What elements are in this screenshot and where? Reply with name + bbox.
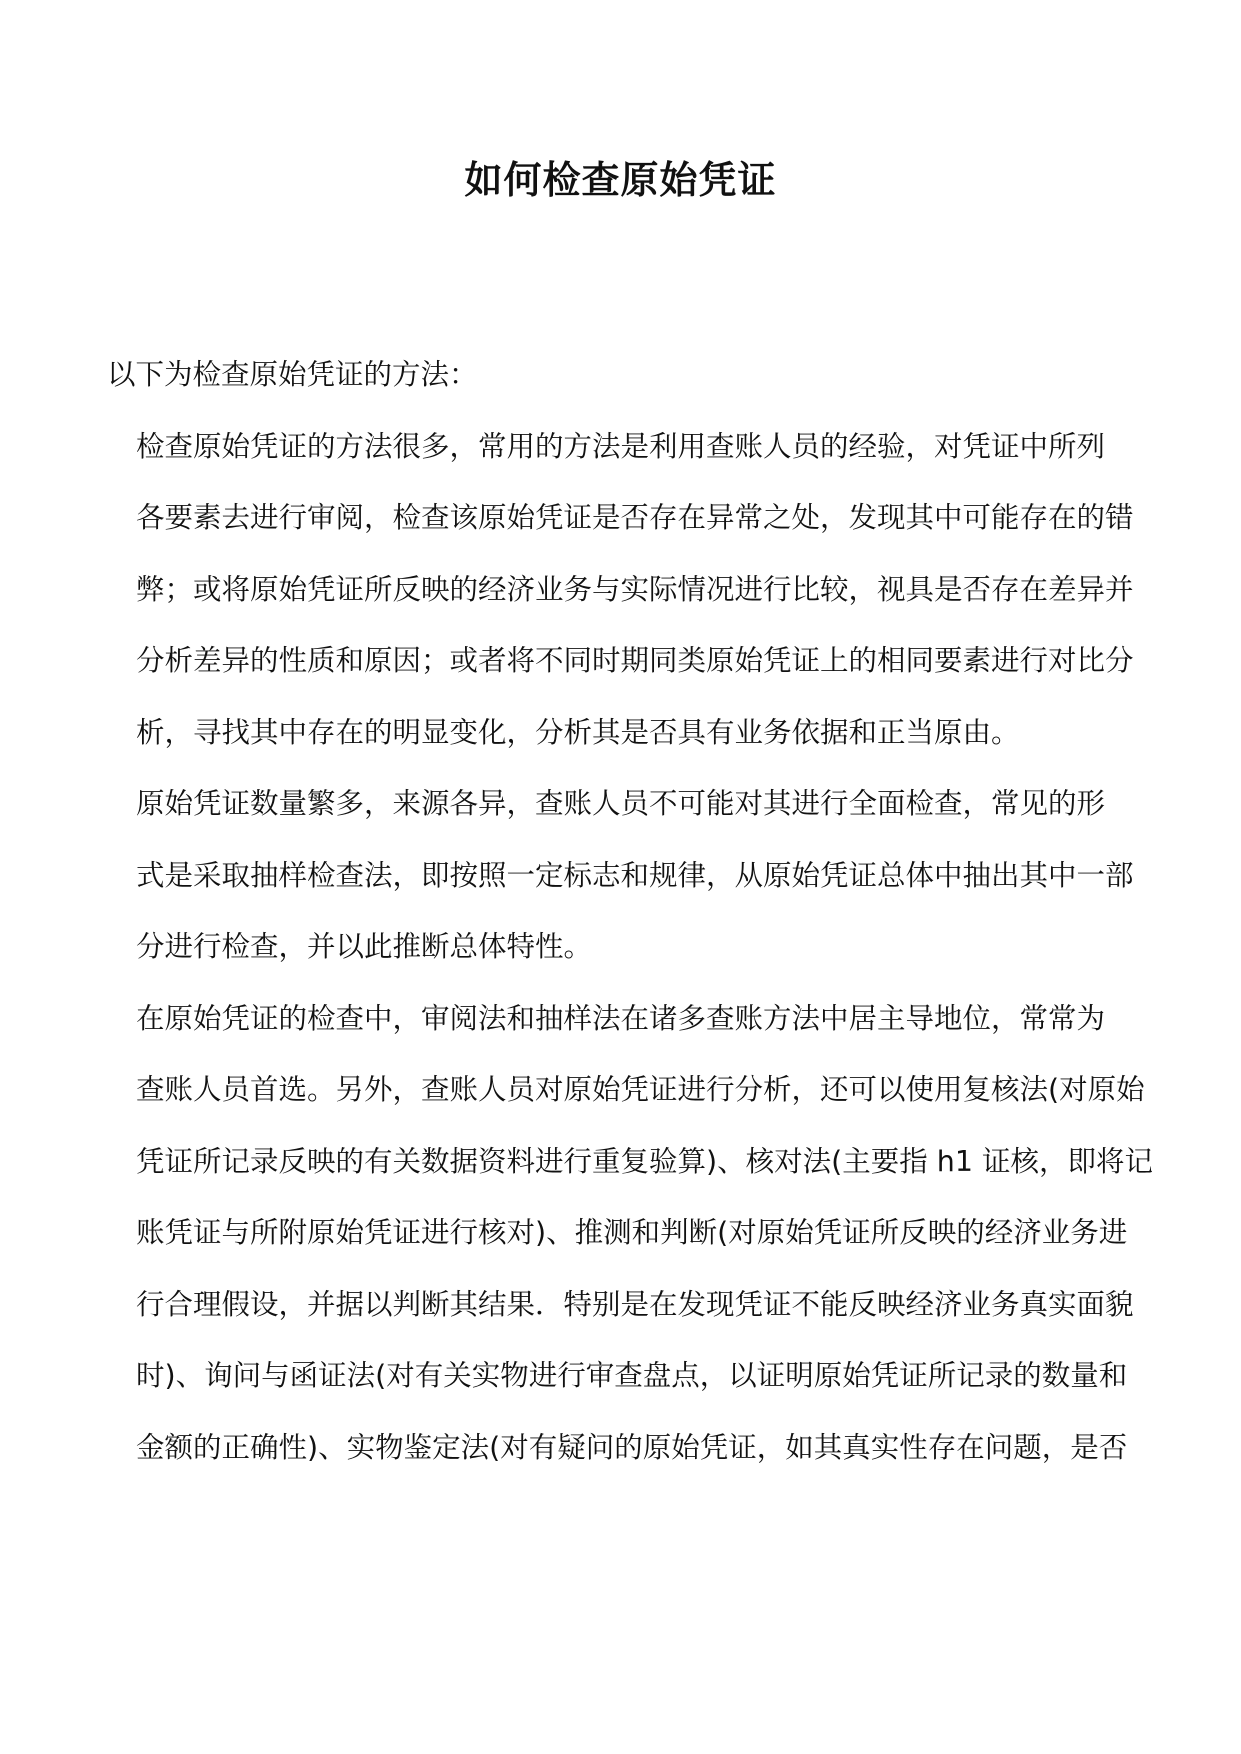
paragraph-line: 金额的正确性)、实物鉴定法(对有疑问的原始凭证，如其真实性存在问题，是否 [136, 1430, 1128, 1464]
paragraph-line: 分析差异的性质和原因；或者将不同时期同类原始凭证上的相同要素进行对比分 [136, 644, 1134, 677]
document-body [107, 339, 1154, 1483]
paragraph-line: 析，寻找其中存在的明显变化，分析其是否具有业务依据和正当原由。 [136, 715, 1020, 749]
intro-paragraph: 以下为检查原始凭证的方法： [107, 358, 478, 391]
paragraph-line: 式是采取抽样检查法，即按照一定标志和规律，从原始凭证总体中抽出其中一部 [136, 858, 1134, 892]
paragraph-line: 原始凭证数量繁多，来源各异，查账人员不可能对其进行全面检查，常见的形 [136, 787, 1106, 820]
paragraph-line: 行合理假设，并据以判断其结果．特别是在发现凭证不能反映经济业务真实面貌 [136, 1287, 1134, 1321]
paragraph-methods [107, 411, 1142, 769]
paragraph-line: 各要素去进行审阅，检查该原始凭证是否存在异常之处，发现其中可能存在的错 [136, 501, 1134, 534]
paragraph-line: 分进行检查，并以此推断总体特性。 [136, 930, 593, 963]
document-title: 如何检查原始凭证 [464, 157, 777, 202]
paragraph-sampling [107, 768, 1142, 983]
paragraph-line: 时)、询问与函证法(对有关实物进行审查盘点，以证明原始凭证所记录的数量和 [136, 1359, 1128, 1392]
paragraph-line: 弊；或将原始凭证所反映的经济业务与实际情况进行比较，视具是否存在差异并 [136, 572, 1134, 606]
paragraph-line: 凭证所记录反映的有关数据资料进行重复验算)、核对法(主要指 h1 证核，即将记 [136, 1144, 1154, 1178]
paragraph-line: 查账人员首选。另外，查账人员对原始凭证进行分析，还可以使用复核法(对原始 [136, 1073, 1145, 1106]
paragraph-line: 账凭证与所附原始凭证进行核对)、推测和判断(对原始凭证所反映的经济业务进 [136, 1216, 1128, 1249]
paragraph-line: 检查原始凭证的方法很多，常用的方法是利用查账人员的经验，对凭证中所列 [136, 429, 1106, 463]
paragraph-review [107, 983, 1154, 1484]
paragraph-line: 在原始凭证的检查中，审阅法和抽样法在诸多查账方法中居主导地位，常常为 [136, 1001, 1106, 1035]
